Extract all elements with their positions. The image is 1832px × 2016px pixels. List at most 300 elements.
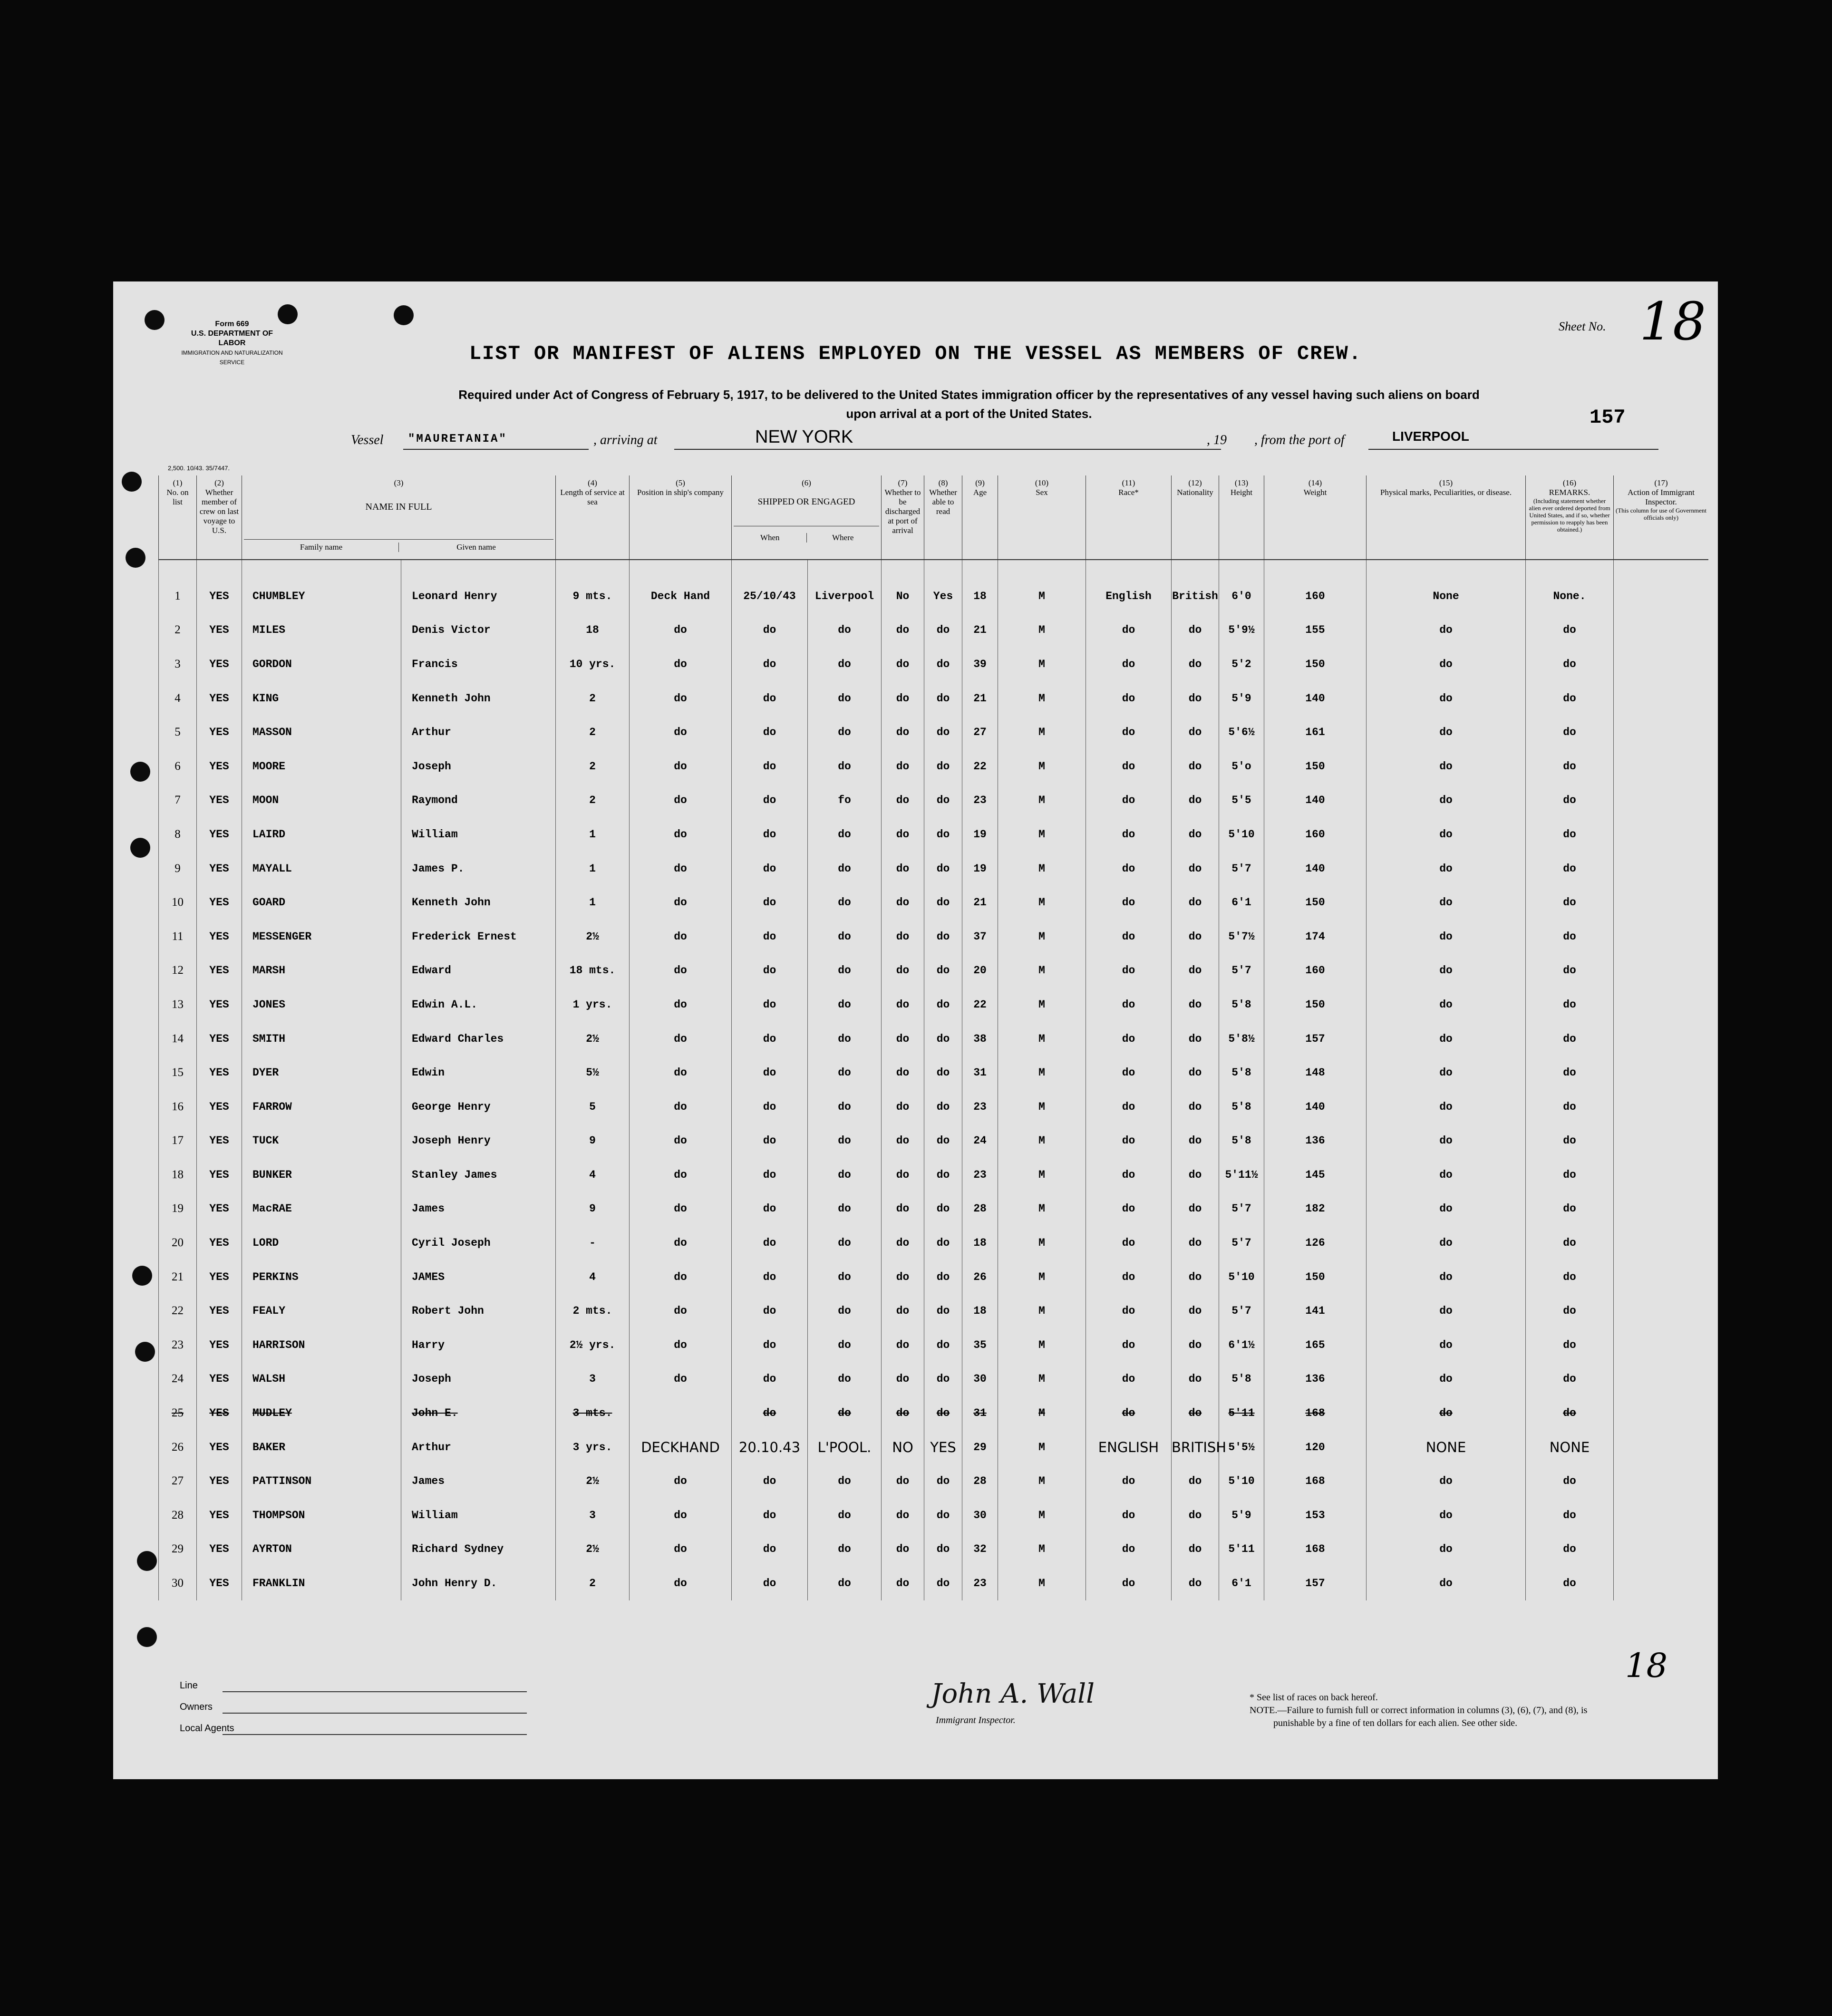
cell-no: 2 (159, 613, 197, 648)
cell-crew: YES (197, 613, 242, 648)
cell-position: do (630, 1532, 732, 1567)
cell-given: George Henry (401, 1090, 556, 1124)
cell-position: do (630, 1158, 732, 1192)
cell-family: MARSH (242, 954, 401, 988)
cell-sex: M (998, 817, 1086, 852)
cell-where: do (808, 954, 882, 988)
col-header-race: (11) Race* (1086, 475, 1172, 560)
cell-sex: M (998, 1464, 1086, 1498)
cell-position: do (630, 647, 732, 681)
cell-nationality: do (1172, 954, 1219, 988)
cell-family: MOON (242, 784, 401, 818)
cell-position: do (630, 1294, 732, 1328)
col-header-name: (3) NAME IN FULL Family name Given name (242, 475, 556, 560)
cell-marks: do (1367, 920, 1526, 954)
cell-weight: 140 (1264, 784, 1367, 818)
cell-sex: M (998, 749, 1086, 784)
cell-where: do (808, 647, 882, 681)
cell-age: 30 (962, 1498, 998, 1532)
cell-when: do (732, 647, 808, 681)
cell-crew: YES (197, 1056, 242, 1090)
cell-service: 2 (556, 784, 630, 818)
cell-height: 5'7½ (1219, 920, 1264, 954)
cell-where: do (808, 1056, 882, 1090)
cell-given: Joseph Henry (401, 1124, 556, 1158)
cell-action (1614, 1124, 1708, 1158)
cell-family: MAYALL (242, 852, 401, 886)
cell-when: do (732, 1362, 808, 1396)
cell-crew: YES (197, 954, 242, 988)
cell-position: do (630, 1260, 732, 1294)
cell-remarks: do (1526, 1022, 1614, 1056)
cell-position: do (630, 1022, 732, 1056)
cell-no: 10 (159, 885, 197, 920)
cell-where: do (808, 1328, 882, 1362)
cell-when: do (732, 1260, 808, 1294)
cell-position: do (630, 885, 732, 920)
cell-nationality: do (1172, 1056, 1219, 1090)
action-note: (This column for use of Government officials only) (1616, 507, 1706, 521)
cell-family: LORD (242, 1226, 401, 1260)
cell-height: 5'5½ (1219, 1430, 1264, 1464)
col-header-read: (8) Whether able to read (924, 475, 962, 560)
col-header-nationality: (12) Nationality (1172, 475, 1219, 560)
arriving-port: NEW YORK (755, 427, 853, 447)
given-name-subheader: Given name (398, 543, 553, 552)
cell-given: Kenneth John (401, 681, 556, 716)
cell-sex: M (998, 1430, 1086, 1464)
cell-given: James (401, 1192, 556, 1226)
cell-weight: 182 (1264, 1192, 1367, 1226)
cell-no: 23 (159, 1328, 197, 1362)
cell-service: 18 (556, 613, 630, 648)
cell-action (1614, 1498, 1708, 1532)
cell-position: do (630, 1124, 732, 1158)
cell-race: ENGLISH (1086, 1430, 1172, 1464)
cell-nationality: do (1172, 1192, 1219, 1226)
cell-where: do (808, 749, 882, 784)
cell-when: do (732, 749, 808, 784)
cell-race: do (1086, 1192, 1172, 1226)
cell-service: 5 (556, 1090, 630, 1124)
cell-race: do (1086, 715, 1172, 749)
cell-where: do (808, 715, 882, 749)
cell-when: do (732, 852, 808, 886)
cell-remarks: do (1526, 1498, 1614, 1532)
cell-sex: M (998, 1532, 1086, 1567)
cell-where: do (808, 1260, 882, 1294)
col-header-height: (13) Height (1219, 475, 1264, 560)
cell-weight: 148 (1264, 1056, 1367, 1090)
cell-remarks: do (1526, 681, 1614, 716)
owners-label: Owners (180, 1702, 213, 1712)
crew-manifest-table (158, 475, 1708, 1600)
cell-position: do (630, 1498, 732, 1532)
cell-given: Leonard Henry (401, 560, 556, 613)
cell-sex: M (998, 1260, 1086, 1294)
col-header-no: (1) No. on list (159, 475, 197, 560)
cell-service: 2½ (556, 1464, 630, 1498)
cell-crew: YES (197, 1498, 242, 1532)
cell-nationality: do (1172, 1498, 1219, 1532)
cell-sex: M (998, 1396, 1086, 1430)
cell-read: do (924, 1090, 962, 1124)
cell-remarks: do (1526, 1566, 1614, 1600)
cell-when: do (732, 1566, 808, 1600)
cell-marks: do (1367, 988, 1526, 1022)
cell-action (1614, 1056, 1708, 1090)
cell-position: do (630, 715, 732, 749)
handwritten-page-number: 18 (1625, 1646, 1668, 1685)
cell-height: 5'9 (1219, 681, 1264, 716)
cell-service: 2 (556, 681, 630, 716)
cell-discharge: do (882, 681, 924, 716)
cell-service: 9 (556, 1124, 630, 1158)
cell-age: 19 (962, 817, 998, 852)
cell-age: 26 (962, 1260, 998, 1294)
cell-read: do (924, 1362, 962, 1396)
service-name: IMMIGRATION AND NATURALIZATION SERVICE (181, 349, 283, 366)
cell-race: do (1086, 613, 1172, 648)
table-body (159, 560, 1709, 1600)
cell-weight: 165 (1264, 1328, 1367, 1362)
cell-remarks: do (1526, 1260, 1614, 1294)
cell-sex: M (998, 885, 1086, 920)
cell-age: 23 (962, 1090, 998, 1124)
cell-weight: 160 (1264, 954, 1367, 988)
cell-read: do (924, 920, 962, 954)
cell-discharge: do (882, 1192, 924, 1226)
cell-race: do (1086, 1396, 1172, 1430)
cell-family: PERKINS (242, 1260, 401, 1294)
vessel-line (403, 449, 589, 450)
cell-marks: NONE (1367, 1430, 1526, 1464)
cell-race: do (1086, 1022, 1172, 1056)
cell-nationality: do (1172, 1362, 1219, 1396)
cell-discharge: do (882, 1022, 924, 1056)
cell-where: do (808, 1226, 882, 1260)
cell-where: fo (808, 784, 882, 818)
cell-position: do (630, 1566, 732, 1600)
cell-crew: YES (197, 920, 242, 954)
cell-age: 18 (962, 1294, 998, 1328)
cell-crew: YES (197, 988, 242, 1022)
cell-where: do (808, 1294, 882, 1328)
cell-given: Arthur (401, 715, 556, 749)
cell-given: Raymond (401, 784, 556, 818)
cell-when: do (732, 1090, 808, 1124)
cell-when: do (732, 715, 808, 749)
cell-nationality: do (1172, 1464, 1219, 1498)
punch-hole (130, 762, 150, 782)
cell-service: 2½ (556, 1022, 630, 1056)
cell-no: 12 (159, 954, 197, 988)
cell-position: Deck Hand (630, 560, 732, 613)
subtitle-line-2: upon arrival at a port of the United States. (846, 407, 1092, 421)
cell-family: BUNKER (242, 1158, 401, 1192)
cell-action (1614, 1464, 1708, 1498)
from-port-line (1368, 449, 1658, 450)
cell-weight: 140 (1264, 1090, 1367, 1124)
cell-discharge: do (882, 1226, 924, 1260)
cell-height: 6'0 (1219, 560, 1264, 613)
cell-remarks: do (1526, 1532, 1614, 1567)
cell-no: 5 (159, 715, 197, 749)
cell-given: Frederick Ernest (401, 920, 556, 954)
cell-no: 29 (159, 1532, 197, 1567)
cell-age: 21 (962, 885, 998, 920)
department-name: U.S. DEPARTMENT OF LABOR (191, 330, 273, 347)
cell-crew: YES (197, 1396, 242, 1430)
col-header-sex: (10) Sex (998, 475, 1086, 560)
cell-position: do (630, 1056, 732, 1090)
cell-given: Edward Charles (401, 1022, 556, 1056)
cell-service: 2 (556, 715, 630, 749)
cell-crew: YES (197, 1192, 242, 1226)
cell-action (1614, 954, 1708, 988)
cell-no: 21 (159, 1260, 197, 1294)
cell-discharge: do (882, 885, 924, 920)
cell-read: do (924, 885, 962, 920)
cell-no: 20 (159, 1226, 197, 1260)
cell-nationality: do (1172, 1328, 1219, 1362)
cell-age: 31 (962, 1056, 998, 1090)
cell-where: do (808, 920, 882, 954)
cell-read: do (924, 1498, 962, 1532)
table-row (159, 715, 1709, 749)
cell-sex: M (998, 1056, 1086, 1090)
cell-service: 5½ (556, 1056, 630, 1090)
cell-position: do (630, 784, 732, 818)
cell-marks: do (1367, 1090, 1526, 1124)
cell-marks: do (1367, 885, 1526, 920)
cell-discharge: do (882, 784, 924, 818)
cell-sex: M (998, 1362, 1086, 1396)
cell-age: 24 (962, 1124, 998, 1158)
cell-discharge: do (882, 1396, 924, 1430)
table-row (159, 1226, 1709, 1260)
cell-action (1614, 1328, 1708, 1362)
cell-sex: M (998, 920, 1086, 954)
table-row (159, 647, 1709, 681)
cell-when: do (732, 988, 808, 1022)
cell-race: do (1086, 1124, 1172, 1158)
cell-remarks: do (1526, 1362, 1614, 1396)
cell-service: 1 (556, 885, 630, 920)
cell-read: do (924, 1396, 962, 1430)
cell-marks: do (1367, 1532, 1526, 1567)
cell-where: do (808, 817, 882, 852)
cell-when: do (732, 954, 808, 988)
form-number: Form 669 (215, 320, 249, 328)
cell-service: 2 (556, 1566, 630, 1600)
cell-remarks: do (1526, 749, 1614, 784)
cell-nationality: do (1172, 1158, 1219, 1192)
agents-underline (223, 1734, 527, 1735)
cell-sex: M (998, 1226, 1086, 1260)
cell-read: do (924, 1464, 962, 1498)
cell-family: AYRTON (242, 1532, 401, 1567)
cell-given: John Henry D. (401, 1566, 556, 1600)
cell-given: Edwin (401, 1056, 556, 1090)
cell-nationality: do (1172, 1090, 1219, 1124)
cell-age: 20 (962, 954, 998, 988)
cell-height: 5'8 (1219, 1124, 1264, 1158)
cell-action (1614, 1396, 1708, 1430)
vessel-label: Vessel (351, 433, 384, 447)
cell-weight: 150 (1264, 1260, 1367, 1294)
cell-nationality: British (1172, 560, 1219, 613)
cell-age: 38 (962, 1022, 998, 1056)
cell-height: 5'8 (1219, 1362, 1264, 1396)
cell-sex: M (998, 1090, 1086, 1124)
vessel-name: "MAURETANIA" (408, 433, 507, 446)
cell-sex: M (998, 1124, 1086, 1158)
table-row (159, 1124, 1709, 1158)
cell-when: do (732, 1498, 808, 1532)
cell-weight: 150 (1264, 988, 1367, 1022)
cell-race: do (1086, 852, 1172, 886)
cell-race: do (1086, 1226, 1172, 1260)
cell-marks: do (1367, 1056, 1526, 1090)
cell-service: 2 (556, 749, 630, 784)
cell-crew: YES (197, 715, 242, 749)
cell-action (1614, 885, 1708, 920)
cell-action (1614, 988, 1708, 1022)
col-header-service: (4) Length of service at sea (556, 475, 630, 560)
cell-age: 22 (962, 749, 998, 784)
cell-read: do (924, 1566, 962, 1600)
cell-age: 28 (962, 1192, 998, 1226)
cell-given: JAMES (401, 1260, 556, 1294)
cell-height: 5'10 (1219, 817, 1264, 852)
cell-when: do (732, 817, 808, 852)
cell-family: SMITH (242, 1022, 401, 1056)
family-name-subheader: Family name (300, 543, 343, 552)
inspector-label: Immigrant Inspector. (936, 1715, 1016, 1725)
cell-when: do (732, 1124, 808, 1158)
cell-family: MOORE (242, 749, 401, 784)
cell-age: 35 (962, 1328, 998, 1362)
table-row (159, 1294, 1709, 1328)
cell-remarks: do (1526, 1328, 1614, 1362)
cell-when: do (732, 681, 808, 716)
cell-discharge: do (882, 954, 924, 988)
cell-action (1614, 1192, 1708, 1226)
cell-service: 1 yrs. (556, 988, 630, 1022)
cell-given: Robert John (401, 1294, 556, 1328)
cell-crew: YES (197, 647, 242, 681)
cell-no: 15 (159, 1056, 197, 1090)
cell-race: do (1086, 1056, 1172, 1090)
cell-nationality: do (1172, 681, 1219, 716)
cell-remarks: do (1526, 784, 1614, 818)
cell-family: CHUMBLEY (242, 560, 401, 613)
cell-weight: 150 (1264, 647, 1367, 681)
cell-remarks: do (1526, 715, 1614, 749)
cell-position (630, 1396, 732, 1430)
cell-service: 4 (556, 1158, 630, 1192)
cell-crew: YES (197, 1158, 242, 1192)
table-row (159, 1158, 1709, 1192)
arriving-line (674, 449, 1221, 450)
when-subheader: When (760, 533, 780, 542)
cell-read: do (924, 1260, 962, 1294)
cell-race: do (1086, 1328, 1172, 1362)
cell-given: James P. (401, 852, 556, 886)
cell-read: do (924, 749, 962, 784)
cell-sex: M (998, 852, 1086, 886)
year-label: , 19 (1207, 433, 1227, 447)
cell-when: 20.10.43 (732, 1430, 808, 1464)
cell-crew: YES (197, 1464, 242, 1498)
cell-race: do (1086, 1090, 1172, 1124)
line-label: Line (180, 1680, 198, 1691)
cell-height: 5'7 (1219, 1226, 1264, 1260)
cell-weight: 168 (1264, 1532, 1367, 1567)
cell-marks: do (1367, 1498, 1526, 1532)
cell-height: 5'7 (1219, 1294, 1264, 1328)
table-row (159, 1090, 1709, 1124)
cell-where: Liverpool (808, 560, 882, 613)
cell-nationality: do (1172, 920, 1219, 954)
cell-read: do (924, 852, 962, 886)
cell-position: do (630, 817, 732, 852)
cell-race: do (1086, 1464, 1172, 1498)
cell-age: 21 (962, 613, 998, 648)
cell-read: do (924, 647, 962, 681)
cell-weight: 136 (1264, 1362, 1367, 1396)
cell-discharge: do (882, 1328, 924, 1362)
cell-remarks: None. (1526, 560, 1614, 613)
cell-read: do (924, 784, 962, 818)
cell-nationality: do (1172, 1022, 1219, 1056)
cell-race: do (1086, 681, 1172, 716)
cell-family: GOARD (242, 885, 401, 920)
cell-height: 5'7 (1219, 954, 1264, 988)
cell-height: 5'8 (1219, 1056, 1264, 1090)
cell-service: 3 mts. (556, 1396, 630, 1430)
cell-height: 5'9½ (1219, 613, 1264, 648)
cell-service: 3 (556, 1498, 630, 1532)
cell-no: 26 (159, 1430, 197, 1464)
table-row (159, 1260, 1709, 1294)
cell-where: do (808, 1396, 882, 1430)
cell-weight: 168 (1264, 1464, 1367, 1498)
remarks-note: (Including statement whether alien ever ordered deported from United States, and if so, whether permission to reapply has been obtained.) (1529, 497, 1610, 533)
cell-service: 1 (556, 852, 630, 886)
cell-given: Harry (401, 1328, 556, 1362)
cell-service: 2½ (556, 1532, 630, 1567)
col-header-discharge: (7) Whether to be discharged at port of arrival (882, 475, 924, 560)
cell-nationality: BRITISH (1172, 1430, 1219, 1464)
cell-family: HARRISON (242, 1328, 401, 1362)
cell-where: L'POOL. (808, 1430, 882, 1464)
cell-crew: YES (197, 1260, 242, 1294)
cell-family: GORDON (242, 647, 401, 681)
cell-read: do (924, 1226, 962, 1260)
cell-read: do (924, 681, 962, 716)
cell-nationality: do (1172, 613, 1219, 648)
cell-age: 22 (962, 988, 998, 1022)
cell-race: do (1086, 1532, 1172, 1567)
cell-remarks: do (1526, 852, 1614, 886)
cell-read: do (924, 1532, 962, 1567)
col-header-remarks: (16) REMARKS. (Including statement whether alien ever ordered deported from United States, and if so, whether permission to reapply has been obtained.) (1526, 475, 1614, 560)
cell-action (1614, 1294, 1708, 1328)
cell-nationality: do (1172, 885, 1219, 920)
cell-discharge: do (882, 647, 924, 681)
